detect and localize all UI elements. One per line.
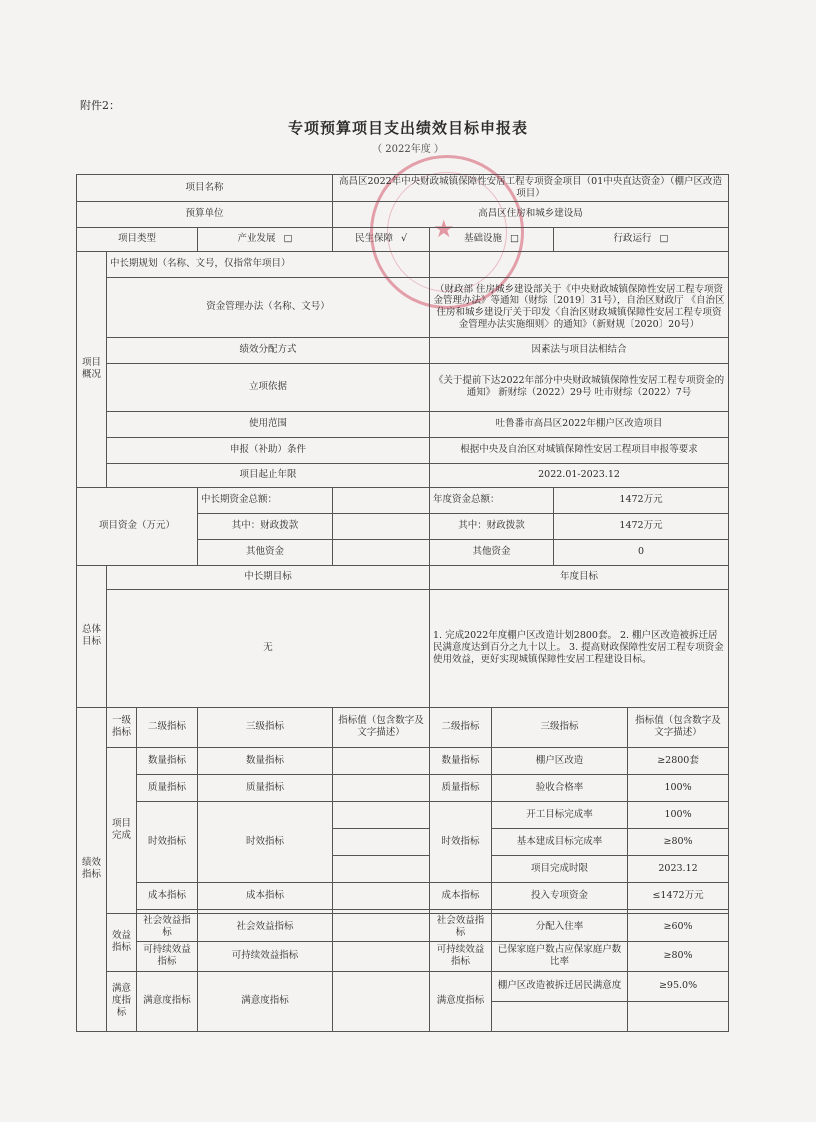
mid-goal-value: 无 bbox=[107, 589, 430, 707]
overall-goals-label: 总体目标 bbox=[77, 565, 107, 707]
overview-fund-rules-value: （财政部 住房城乡建设部关于《中央财政城镇保障性安居工程专项资金管理办法》等通知（财综〔2019〕31号），自治区财政厅 《自治区住房和城乡建设厅关于印发〈自治区财政城镇保障性安居工程专项资金管理办法实施细则〉的通知》（新财规〔2020〕20号） bbox=[430, 277, 729, 337]
satisfaction-annual-value: ≥95.0% bbox=[628, 971, 729, 1001]
sustain-lvl3: 可持续效益指标 bbox=[198, 941, 333, 971]
overview-period-label: 项目起止年限 bbox=[107, 463, 430, 487]
timeliness-annual-value: 100% bbox=[628, 801, 729, 828]
project-type-label: 项目类型 bbox=[77, 227, 198, 251]
checkmark-icon: √ bbox=[400, 233, 408, 245]
overview-label: 项目概况 bbox=[77, 251, 107, 487]
overview-basis-value: 《关于提前下达2022年部分中央财政城镇保障性安居工程专项资金的通知》 新财综（2022）29号 吐市财综（2022）7号 bbox=[430, 363, 729, 411]
timeliness-annual-value: ≥80% bbox=[628, 828, 729, 855]
seal-star-icon: ★ bbox=[433, 215, 455, 243]
timeliness-annual-lvl3: 开工目标完成率 bbox=[492, 801, 628, 828]
quantity-lvl3: 数量指标 bbox=[198, 747, 333, 774]
value-header: 指标值（包含数字及文字描述） bbox=[333, 707, 430, 747]
performance-form bbox=[76, 174, 729, 1032]
sustain-lvl2: 可持续效益指标 bbox=[137, 941, 198, 971]
mid-total-label: 中长期资金总额： bbox=[198, 487, 333, 513]
type-option-admin: 行政运行 □ bbox=[554, 227, 729, 251]
overview-basis-label: 立项依据 bbox=[107, 363, 430, 411]
mid-goal-header: 中长期目标 bbox=[107, 565, 430, 589]
satisfaction-annual-lvl2: 满意度指标 bbox=[430, 971, 492, 1031]
cost-lvl2: 成本指标 bbox=[137, 882, 198, 909]
quality-annual-lvl3: 验收合格率 bbox=[492, 774, 628, 801]
lvl2-header: 二级指标 bbox=[137, 707, 198, 747]
checkbox-icon: □ bbox=[283, 233, 293, 245]
cost-lvl3: 成本指标 bbox=[198, 882, 333, 909]
funds-label: 项目资金（万元） bbox=[77, 487, 198, 565]
satisfaction-annual-empty bbox=[492, 1001, 628, 1031]
annual-lvl2-header: 二级指标 bbox=[430, 707, 492, 747]
annual-other-label: 其他资金 bbox=[430, 539, 554, 565]
lvl3-header: 三级指标 bbox=[198, 707, 333, 747]
timeliness-value bbox=[333, 855, 430, 882]
timeliness-annual-value: 2023.12 bbox=[628, 855, 729, 882]
timeliness-value bbox=[333, 801, 430, 828]
mid-fiscal-value bbox=[333, 513, 430, 539]
annual-fiscal-value: 1472万元 bbox=[554, 513, 729, 539]
budget-unit-value: 高昌区住房和城乡建设局 bbox=[333, 201, 729, 227]
sustain-value bbox=[333, 941, 430, 971]
quantity-lvl2: 数量指标 bbox=[137, 747, 198, 774]
checkbox-icon: □ bbox=[659, 233, 669, 245]
social-lvl3: 社会效益指标 bbox=[198, 913, 333, 941]
social-annual-lvl2: 社会效益指标 bbox=[430, 913, 492, 941]
overview-allocation-label: 绩效分配方式 bbox=[107, 337, 430, 363]
satisfaction-lvl3: 满意度指标 bbox=[198, 971, 333, 1031]
overview-mid-plan-value bbox=[430, 251, 729, 277]
annual-fiscal-label: 其中：财政拨款 bbox=[430, 513, 554, 539]
type-option-infrastructure: 基础设施 □ bbox=[430, 227, 554, 251]
satisfaction-annual-empty bbox=[628, 1001, 729, 1031]
annual-value-header: 指标值（包含数字及文字描述） bbox=[628, 707, 729, 747]
satisfaction-annual-lvl3: 棚户区改造被拆迁居民满意度 bbox=[492, 971, 628, 1001]
type-option-livelihood: 民生保障 √ bbox=[333, 227, 430, 251]
social-annual-value: ≥60% bbox=[628, 913, 729, 941]
lvl1-header: 一级指标 bbox=[107, 707, 137, 747]
social-value bbox=[333, 913, 430, 941]
cost-annual-value: ≤1472万元 bbox=[628, 882, 729, 909]
cost-annual-lvl3: 投入专项资金 bbox=[492, 882, 628, 909]
sustain-annual-value: ≥80% bbox=[628, 941, 729, 971]
annual-total-value: 1472万元 bbox=[554, 487, 729, 513]
quantity-annual-value: ≥2800套 bbox=[628, 747, 729, 774]
social-lvl2: 社会效益指标 bbox=[137, 913, 198, 941]
quantity-annual-lvl2: 数量指标 bbox=[430, 747, 492, 774]
timeliness-annual-lvl2: 时效指标 bbox=[430, 801, 492, 882]
timeliness-lvl2: 时效指标 bbox=[137, 801, 198, 882]
timeliness-annual-lvl3: 基本建成目标完成率 bbox=[492, 828, 628, 855]
overview-scope-value: 吐鲁番市高昌区2022年棚户区改造项目 bbox=[430, 411, 729, 437]
overview-scope-label: 使用范围 bbox=[107, 411, 430, 437]
effect-label: 效益指标 bbox=[107, 913, 137, 971]
mid-fiscal-label: 其中：财政拨款 bbox=[198, 513, 333, 539]
quantity-annual-lvl3: 棚户区改造 bbox=[492, 747, 628, 774]
overview-period-value: 2022.01-2023.12 bbox=[430, 463, 729, 487]
satisfaction-lvl2: 满意度指标 bbox=[137, 971, 198, 1031]
annual-goal-header: 年度目标 bbox=[430, 565, 729, 589]
sustain-annual-lvl3: 已保家庭户数占应保家庭户数比率 bbox=[492, 941, 628, 971]
attachment-label: 附件2： bbox=[80, 99, 120, 112]
budget-unit-label: 预算单位 bbox=[77, 201, 333, 227]
quantity-value bbox=[333, 747, 430, 774]
project-name-label: 项目名称 bbox=[77, 175, 333, 202]
project-name-value: 高昌区2022年中央财政城镇保障性安居工程专项资金项目（01中央直达资金）（棚户区改造项目） bbox=[333, 175, 729, 202]
mid-total-value bbox=[333, 487, 430, 513]
annual-total-label: 年度资金总额： bbox=[430, 487, 554, 513]
overview-fund-rules-label: 资金管理办法（名称、文号） bbox=[107, 277, 430, 337]
social-annual-lvl3: 分配入住率 bbox=[492, 913, 628, 941]
timeliness-value bbox=[333, 828, 430, 855]
cost-value bbox=[333, 882, 430, 909]
cost-annual-lvl2: 成本指标 bbox=[430, 882, 492, 909]
timeliness-lvl3: 时效指标 bbox=[198, 801, 333, 882]
quality-lvl2: 质量指标 bbox=[137, 774, 198, 801]
sustain-annual-lvl2: 可持续效益指标 bbox=[430, 941, 492, 971]
quality-lvl3: 质量指标 bbox=[198, 774, 333, 801]
form-title: 专项预算项目支出绩效目标申报表 bbox=[287, 119, 528, 137]
overview-condition-label: 申报（补助）条件 bbox=[107, 437, 430, 463]
quality-value bbox=[333, 774, 430, 801]
overview-condition-value: 根据中央及自治区对城镇保障性安居工程项目申报等要求 bbox=[430, 437, 729, 463]
form-year: （ 2022年度 ） bbox=[372, 144, 444, 155]
annual-other-value: 0 bbox=[554, 539, 729, 565]
type-option-industry: 产业发展 □ bbox=[198, 227, 333, 251]
quality-annual-lvl2: 质量指标 bbox=[430, 774, 492, 801]
overview-allocation-value: 因素法与项目法相结合 bbox=[430, 337, 729, 363]
quality-annual-value: 100% bbox=[628, 774, 729, 801]
checkbox-icon: □ bbox=[510, 233, 520, 245]
annual-goal-value: 1. 完成2022年度棚户区改造计划2800套。 2. 棚户区改造被拆迁居民满意度达到百分之九十以上。 3. 提高财政保障性安居工程专项资金使用效益，更好实现城镇保障性安居工程建设目标。 bbox=[430, 589, 729, 707]
annual-lvl3-header: 三级指标 bbox=[492, 707, 628, 747]
completion-label: 项目完成 bbox=[107, 747, 137, 913]
indicators-label: 绩效指标 bbox=[77, 707, 107, 1031]
mid-other-label: 其他资金 bbox=[198, 539, 333, 565]
timeliness-annual-lvl3: 项目完成时限 bbox=[492, 855, 628, 882]
mid-other-value bbox=[333, 539, 430, 565]
overview-mid-plan-label: 中长期规划（名称、文号，仅指常年项目） bbox=[107, 251, 430, 277]
satisfaction-value bbox=[333, 971, 430, 1031]
satisfaction-label: 满意度指标 bbox=[107, 971, 137, 1031]
